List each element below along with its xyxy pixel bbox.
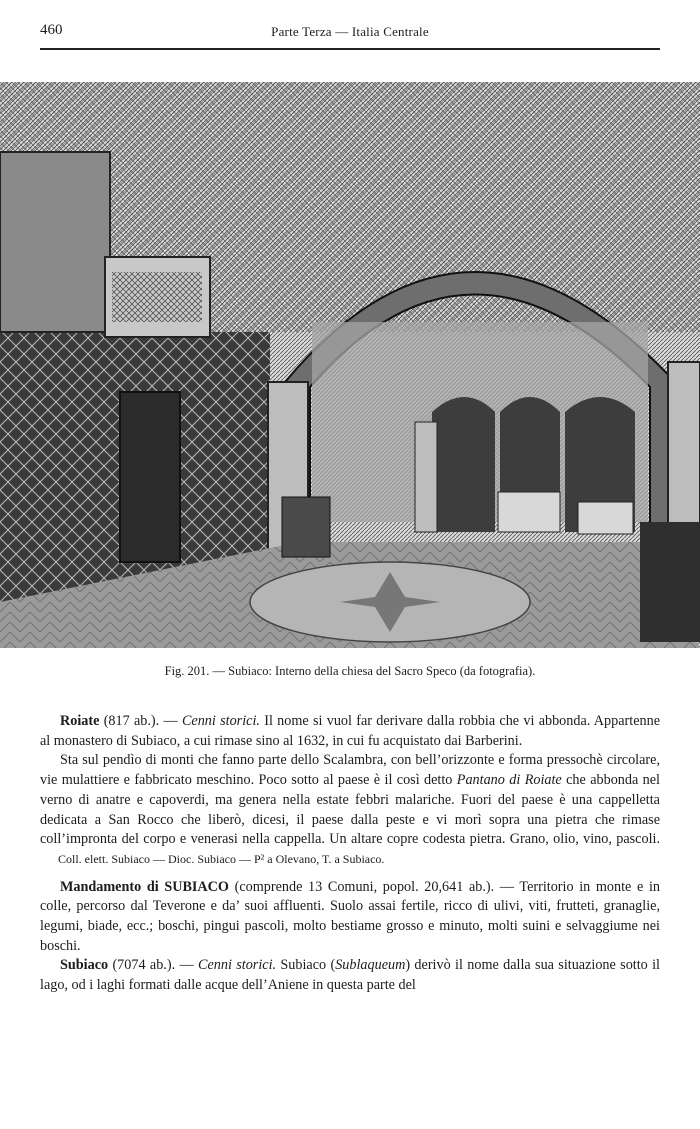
roiate-description-a: Sta sul pendìo di monti che fanno parte dello Scalambra, con bell’orizzonte e forma pressochè circolare, vie mulattiere e fabbricato meschino. Poco sotto al paese è il così detto <box>40 752 660 789</box>
figure-caption: Fig. 201. — Subiaco: Interno della chiesa del Sacro Speco (da fotografia). <box>164 664 536 678</box>
subiaco-latin-name: Sublaqueum <box>335 957 406 974</box>
church-interior-illustration <box>0 82 700 648</box>
body-text <box>40 712 660 996</box>
subiaco-population: (7074 ab.). — <box>108 957 199 974</box>
paragraph-mandamento <box>40 878 660 957</box>
paragraph-roiate-history <box>40 712 660 751</box>
paragraph-roiate-description <box>40 751 660 869</box>
place-name-subiaco: Subiaco <box>60 957 109 974</box>
place-name-roiate: Roiate <box>60 713 100 729</box>
roiate-history-text: Il nome si vuol far derivare dalla robbia che vi abbonda. Appartenne al monastero di Subiaco, a cui rimase sino al 1632, in cui fu acquistato dai Barberini. <box>40 713 660 749</box>
running-head: Parte Terza — Italia Centrale <box>271 24 429 39</box>
figure-engraving <box>0 82 700 648</box>
pantano-di-roiate: Pantano di Roiate <box>456 772 562 789</box>
roiate-cenni-label: Cenni storici. <box>181 713 260 729</box>
roiate-description-b: che abbonda nel verno di anatre e capoverdi, ma genera nella estate febbri malariche. Fuori del paese è una cappelletta dedicata a San Rocco che liberò, dicesi, il paese dalla peste e vi morì sopra una pietra che rimase coll’impronta del corpo e venerasi nella cappella. Un altare copre codesta pietra. Grano, olio, vino, pascoli. <box>40 772 660 848</box>
roiate-admin-note: Coll. elett. Subiaco — Dioc. Subiaco — P² a Olevano, T. a Subiaco. <box>58 851 385 866</box>
mandamento-title: Mandamento di SUBIACO <box>60 878 229 895</box>
roiate-population: (817 ab.). — <box>99 713 182 729</box>
mandamento-text: (comprende 13 Comuni, popol. 20,641 ab.). — Territorio in monte e in colle, percorso dal Teverone e da’ suoi affluenti. Suolo assai fertile, ricco di ulivi, viti, frutteti, granaglie, legumi, biade, ecc.; boschi, pingui pascoli, molto bestiame grosso e minuto, molti suini e selvaggiume nei boschi. <box>40 878 660 954</box>
paragraph-subiaco <box>40 956 660 995</box>
page-number: 460 <box>40 22 63 38</box>
page-header <box>40 18 660 50</box>
subiaco-text-a: Subiaco ( <box>276 957 336 974</box>
subiaco-text-b: ) derivò il nome dalla sua situazione sotto il lago, od i laghi formati dalle acque dell’Aniene in questa parte del <box>40 957 661 994</box>
subiaco-cenni-label: Cenni storici. <box>198 957 277 974</box>
